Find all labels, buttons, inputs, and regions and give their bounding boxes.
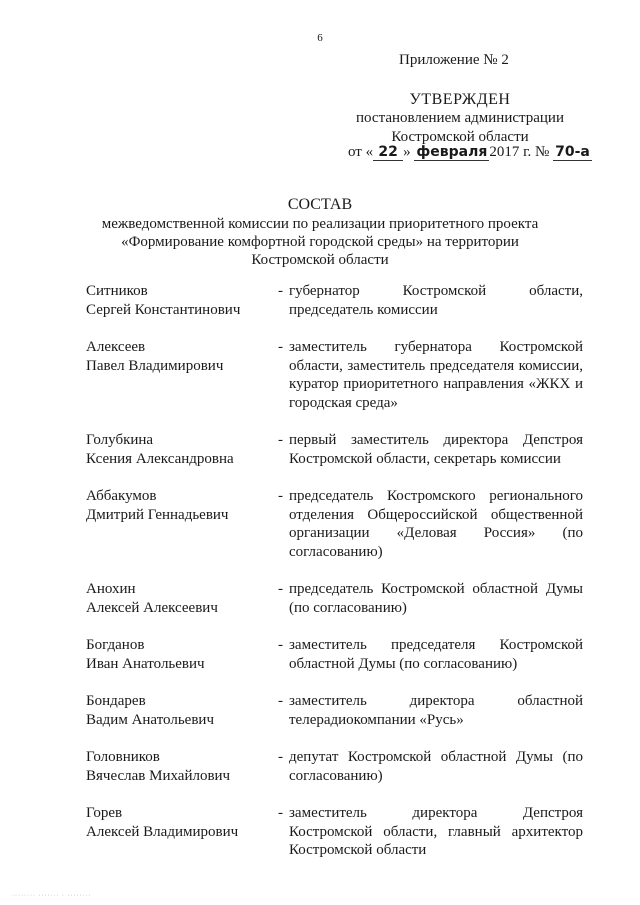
- member-surname: Бондарев: [86, 693, 146, 709]
- member-role: депутат Костромской областной Думы (по согласованию): [289, 749, 583, 784]
- member-row: [86, 804, 586, 860]
- approval-line-1: постановлением администрации: [356, 110, 564, 126]
- member-row: [86, 580, 586, 617]
- member-dash: -: [278, 693, 283, 709]
- member-name: [86, 804, 272, 860]
- member-role: заместитель губернатора Костромской области, заместитель председателя комиссии, куратор приоритетного направления «ЖКХ и городская среда»: [289, 339, 583, 411]
- handwritten-month: февраля: [416, 144, 488, 160]
- members-list: [86, 282, 586, 879]
- member-dash: -: [278, 749, 283, 765]
- date-prefix: от «: [348, 144, 374, 160]
- scan-artifact-marks: ········ ······· · ········: [12, 893, 92, 899]
- title-line-1: межведомственной комиссии по реализации приоритетного проекта: [101, 216, 539, 232]
- document-title: [0, 196, 640, 269]
- appendix-label: Приложение № 2: [399, 52, 509, 68]
- member-surname: Ситников: [86, 283, 148, 299]
- member-surname: Горев: [86, 805, 123, 821]
- member-role: председатель Костромской областной Думы (по согласованию): [289, 581, 583, 616]
- date-mid: »: [403, 144, 411, 160]
- member-role: заместитель председателя Костромской областной Думы (по согласованию): [289, 637, 583, 672]
- member-name: [86, 636, 272, 673]
- member-given-names: Сергей Константинович: [86, 301, 241, 318]
- member-name: [86, 580, 272, 617]
- member-row: [86, 692, 586, 729]
- approval-block: [320, 90, 600, 147]
- member-surname: Алексеев: [86, 339, 146, 355]
- member-role: первый заместитель директора Депстроя Костромской области, секретарь комиссии: [289, 432, 583, 467]
- member-dash: -: [278, 488, 283, 504]
- member-surname: Богданов: [86, 637, 145, 653]
- member-role: заместитель директора областной телерадиокомпании «Русь»: [289, 693, 583, 728]
- member-dash: -: [278, 637, 283, 653]
- member-name: [86, 748, 272, 785]
- member-row: [86, 636, 586, 673]
- handwritten-doc-number: 70-а: [555, 144, 590, 160]
- member-name: [86, 431, 272, 468]
- member-given-names: Вадим Анатольевич: [86, 711, 214, 728]
- member-dash: -: [278, 339, 283, 355]
- member-surname: Аббакумов: [86, 488, 157, 504]
- member-name: [86, 692, 272, 729]
- title-line-2: «Формирование комфортной городской среды» на территории: [121, 234, 519, 250]
- approval-title: УТВЕРЖДЕН: [409, 91, 511, 108]
- member-dash: -: [278, 283, 283, 299]
- member-given-names: Иван Анатольевич: [86, 655, 205, 672]
- member-row: [86, 748, 586, 785]
- title-line-3: Костромской области: [251, 252, 389, 268]
- approval-line-2: Костромской области: [391, 129, 529, 145]
- member-row: [86, 282, 586, 319]
- page-number: 6: [317, 32, 323, 44]
- member-given-names: Дмитрий Геннадьевич: [86, 506, 229, 523]
- approval-date-line: [348, 144, 592, 161]
- member-row: [86, 431, 586, 468]
- member-name: [86, 338, 272, 412]
- member-name: [86, 487, 272, 561]
- member-dash: -: [278, 581, 283, 597]
- member-role: губернатор Костромской области, председатель комиссии: [289, 283, 583, 318]
- member-given-names: Павел Владимирович: [86, 357, 224, 374]
- title-heading: СОСТАВ: [287, 196, 353, 213]
- member-given-names: Алексей Алексеевич: [86, 599, 218, 616]
- member-given-names: Ксения Александровна: [86, 450, 234, 467]
- member-given-names: Вячеслав Михайлович: [86, 767, 231, 784]
- member-surname: Анохин: [86, 581, 136, 597]
- member-given-names: Алексей Владимирович: [86, 823, 239, 840]
- member-dash: -: [278, 432, 283, 448]
- member-role: заместитель директора Депстроя Костромской области, главный архитектор Костромской области: [289, 805, 583, 858]
- member-surname: Головников: [86, 749, 160, 765]
- member-surname: Голубкина: [86, 432, 154, 448]
- member-name: [86, 282, 272, 319]
- member-role: председатель Костромского регионального отделения Общероссийской общественной организации «Деловая Россия» (по согласованию): [289, 488, 583, 560]
- member-row: [86, 338, 586, 412]
- date-year: 2017 г. №: [489, 144, 550, 160]
- handwritten-day: 22: [373, 145, 403, 161]
- member-dash: -: [278, 805, 283, 821]
- member-row: [86, 487, 586, 561]
